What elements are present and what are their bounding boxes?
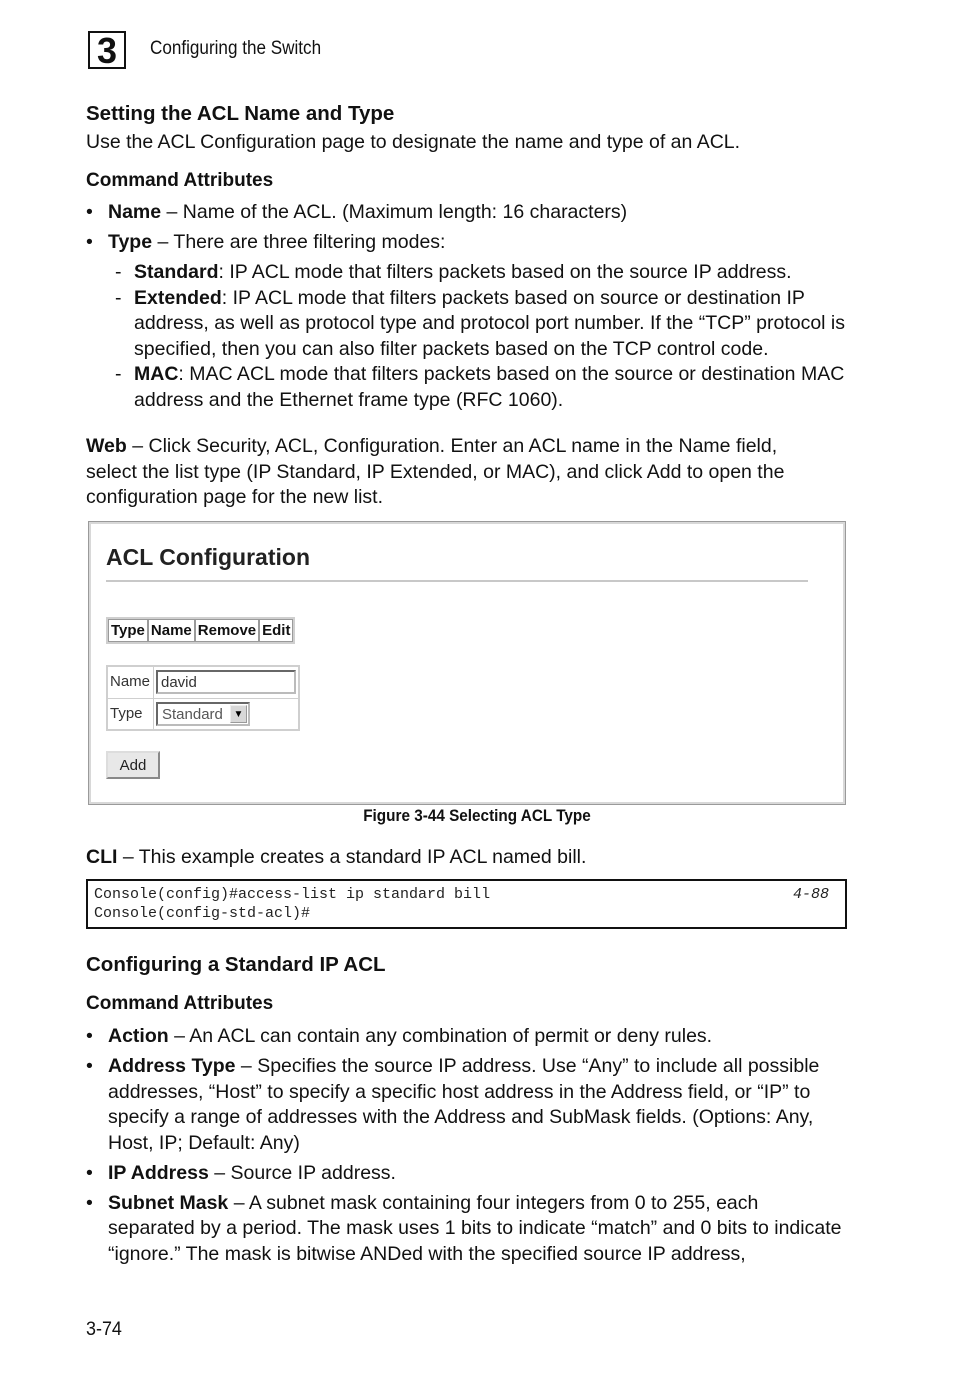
attribute-list <box>86 1024 846 1267</box>
figure-caption: Figure 3-44 Selecting ACL Type <box>363 806 591 825</box>
acl-list-table <box>106 617 295 644</box>
section-title-acl-name-type: Setting the ACL Name and Type <box>86 102 395 125</box>
type-selected-value: Standard <box>162 706 223 723</box>
column-header-remove: Remove <box>195 619 259 642</box>
list-item: • Action – An ACL can contain any combination of permit or deny rules. <box>86 1024 846 1050</box>
acl-type-select[interactable] <box>156 702 250 726</box>
title-divider <box>106 580 808 582</box>
chevron-down-icon[interactable]: ▼ <box>230 705 247 723</box>
command-attributes-heading: Command Attributes <box>86 170 274 191</box>
acl-add-form <box>106 665 300 731</box>
code-line-2: Console(config-std-acl)# <box>94 905 311 922</box>
list-item: • Subnet Mask – A subnet mask containing four integers from 0 to 255, each separated by a period. The mask uses 1 bits to indicate “match” and 0 bits to indicate “ignore.” The mask is bitwise ANDed with the specified source IP address, <box>86 1191 846 1268</box>
list-item: - Extended: IP ACL mode that filters packets based on source or destination IP address, as well as protocol type and protocol port number. If the “TCP” protocol is specified, then you can also filter packets based on the TCP control code. <box>86 286 846 363</box>
section-intro: Use the ACL Configuration page to designate the name and type of an ACL. <box>86 131 741 153</box>
type-row <box>108 699 298 730</box>
acl-name-input[interactable] <box>156 670 296 694</box>
list-item: • IP Address – Source IP address. <box>86 1161 846 1187</box>
list-item: • Name – Name of the ACL. (Maximum length: 16 characters) <box>86 200 846 226</box>
column-header-edit: Edit <box>259 619 293 642</box>
cli-code-block <box>86 879 847 929</box>
running-header-title: Configuring the Switch <box>150 38 322 59</box>
name-row <box>108 667 298 699</box>
column-header-name: Name <box>148 619 195 642</box>
add-button[interactable]: Add <box>106 751 160 779</box>
acl-configuration-title: ACL Configuration <box>106 544 310 570</box>
list-item: • Type – There are three filtering modes: <box>86 230 846 256</box>
section-title-standard-ip-acl: Configuring a Standard IP ACL <box>86 953 386 976</box>
command-page-reference: 4-88 <box>792 886 829 903</box>
list-item: - MAC: MAC ACL mode that filters packets based on the source or destination MAC address and the Ethernet frame type (RFC 1060). <box>86 362 846 413</box>
web-instructions: Web – Click Security, ACL, Configuration. Enter an ACL name in the Name field, select the list type (IP Standard, IP Extended, or MAC), and click Add to open the configuration page for the new list. <box>86 435 785 508</box>
cli-description: CLI – This example creates a standard IP ACL named bill. <box>86 846 587 868</box>
list-item: - Standard: IP ACL mode that filters packets based on the source IP address. <box>86 260 846 286</box>
type-label: Type <box>110 705 143 722</box>
command-attributes-heading: Command Attributes <box>86 993 274 1014</box>
column-header-type: Type <box>108 619 148 642</box>
page-number: 3-74 <box>86 1318 122 1340</box>
chapter-number-badge: 3 <box>88 31 126 69</box>
list-item: • Address Type – Specifies the source IP address. Use “Any” to include all possible addresses, “Host” to specify a specific host address in the Address field, or “IP” to specify a range of addresses with the Address and SubMask fields. (Options: Any, Host, IP; Default: Any) <box>86 1054 846 1156</box>
name-label: Name <box>110 673 151 690</box>
attribute-list <box>86 200 846 256</box>
acl-configuration-screenshot <box>88 521 846 805</box>
filter-mode-list <box>86 260 846 413</box>
code-line-1: Console(config)#access-list ip standard bill <box>94 886 491 903</box>
